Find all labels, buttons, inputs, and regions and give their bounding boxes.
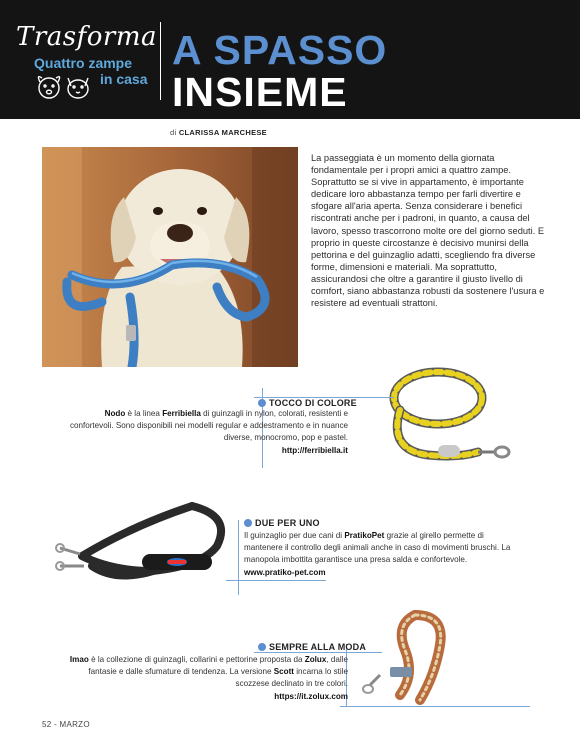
- brand-subtitle-line2: in casa: [100, 71, 148, 87]
- section2-brand: PratikoPet: [344, 531, 385, 540]
- bullet-dot: [244, 519, 252, 527]
- article-title-line2: INSIEME: [172, 69, 348, 115]
- section3-body: Imao è la collezione di guinzagli, collarini e pettorine proposta da Zolux, dalle fantasie e dalle sfumature di tendenza. La versione Scott incarna lo stile scozzese declinato in tre colori. https://it.zolux.com: [69, 655, 348, 701]
- section1-url[interactable]: http://ferribiella.it: [281, 445, 348, 455]
- section2-body: Il guinzaglio per due cani di PratikoPet grazie al girello permette di mantenere il controllo degli animali anche in caso di movimenti bruschi. La manopola imbottita garantisce una presa salda e confortevole. www.pratiko-pet.com: [244, 531, 511, 577]
- bullet-dot: [258, 399, 266, 407]
- column-brand: [14, 22, 157, 112]
- section3-brand3: Scott: [273, 667, 294, 677]
- byline: [170, 128, 267, 137]
- magazine-header: [0, 0, 580, 119]
- section2-url[interactable]: www.pratiko-pet.com: [244, 567, 326, 577]
- plaid-leash-photo: [360, 605, 490, 710]
- section1-brand: Nodo: [104, 409, 126, 418]
- section3-url[interactable]: https://it.zolux.com: [274, 691, 348, 701]
- brand-script-title: Trasforma: [16, 22, 157, 52]
- page-number-footer: 52 - MARZO: [42, 720, 90, 729]
- section3-bottom-rule: [340, 706, 530, 707]
- section2-rule: [226, 580, 326, 581]
- section3-brand2: Zolux: [304, 655, 327, 664]
- byline-author: CLARISSA MARCHESE: [178, 128, 267, 137]
- header-divider: [160, 22, 161, 100]
- section2-rule-vertical: [238, 520, 239, 595]
- section1-brand2: Ferribiella: [162, 409, 201, 418]
- yellow-rope-leash-photo: [378, 360, 518, 480]
- article-title-line1: A SPASSO: [172, 27, 388, 73]
- dog-cat-icon: [36, 72, 98, 102]
- section3-heading: SEMPRE ALLA MODA: [258, 642, 366, 652]
- section1-body: Nodo è la linea Ferribiella di guinzagli in nylon, colorati, resistenti e confortevoli. Sono disponibili nei modelli regular e addestramento e in nuance diverse, monocromo, pop e pastel. http://ferribiella.it: [69, 409, 348, 455]
- bullet-dot: [258, 643, 266, 651]
- section2-heading: DUE PER UNO: [244, 518, 320, 528]
- intro-paragraph: La passeggiata è un momento della giornata fondamentale per i propri amici a quattro zampe. Soprattutto se si vive in appartamento, è importante dedicare loro abbastanza tempo per farli divertire e sfogare all'aria aperta. Senza considerare i benefici riscontrati anche per i padroni, in quanto, a causa del lavoro, spesso trascorrono molte ore del giorno seduti. E proprio in queste circostanze è decisivo munirsi della pettorina e del guinzaglio adatti, scegliendo fra diverse forme, dimensioni e materiali. Ma soprattutto, assicurandosi che oltre a garantire il giusto livello di comfort, siano abbastanza robusti da sostenere l'usura e resistere ad eventuali strattoni.: [311, 153, 545, 309]
- byline-prefix: di: [170, 128, 177, 137]
- section3-brand: Imao: [69, 655, 89, 664]
- brand-subtitle-line1: Quattro zampe: [34, 55, 133, 71]
- dog-with-leash-photo: [42, 147, 298, 367]
- section1-heading: TOCCO DI COLORE: [258, 398, 357, 408]
- section3-rule: [254, 652, 382, 653]
- double-dog-leash-photo: [52, 486, 242, 596]
